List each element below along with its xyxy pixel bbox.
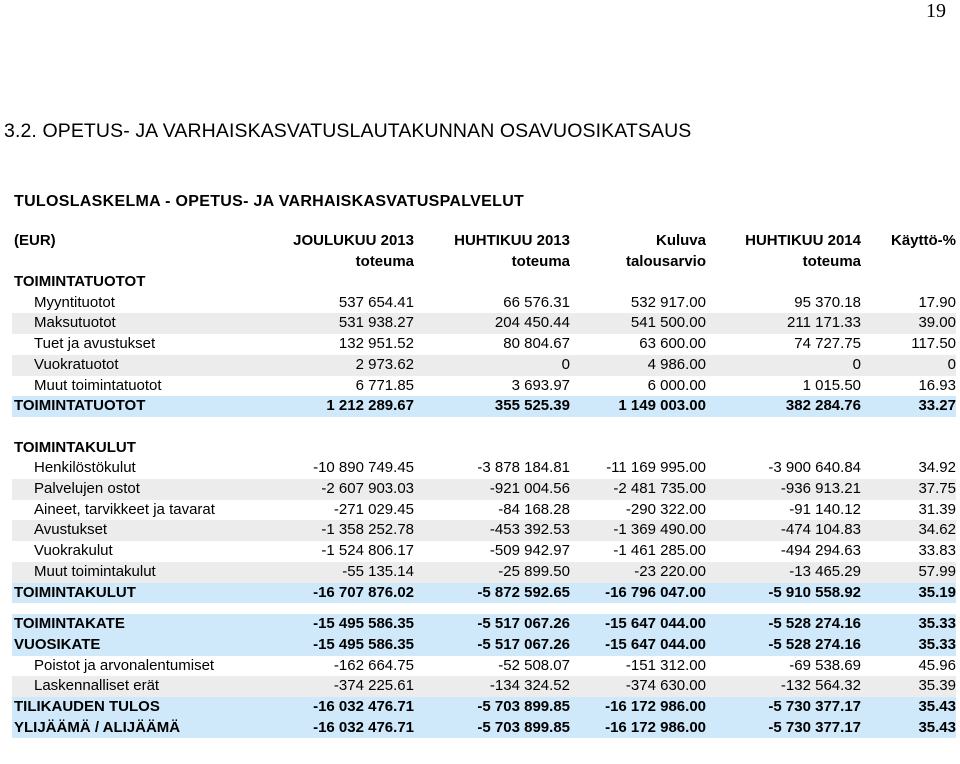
row-label: TILIKAUDEN TULOS <box>12 697 262 718</box>
row-value: -16 707 876.02 <box>262 583 414 604</box>
row-value: 35.33 <box>861 635 956 656</box>
row-value: 95 370.18 <box>794 293 861 311</box>
row-value: -3 878 184.81 <box>477 459 570 477</box>
row-value: -151 312.00 <box>625 656 706 674</box>
group-income <box>12 272 956 293</box>
row-value: -374 225.61 <box>262 676 414 697</box>
row-value: -271 029.45 <box>333 500 414 518</box>
header-cell <box>12 251 262 272</box>
row-value: 0 <box>861 355 956 376</box>
group-expenses <box>12 438 956 459</box>
row-value: 204 450.44 <box>414 313 570 334</box>
spacer-cell <box>12 603 956 614</box>
row-value: -69 538.69 <box>789 656 861 674</box>
income-statement-table <box>12 230 956 738</box>
row-value: -52 508.07 <box>498 656 570 674</box>
header-cell: Kuluva <box>655 232 706 249</box>
row-value: 57.99 <box>861 562 956 583</box>
row-value: 33.27 <box>861 396 956 417</box>
row-value: -5 910 558.92 <box>706 583 861 604</box>
row-value: -91 140.12 <box>789 500 861 518</box>
header-cell: (EUR) <box>14 232 56 249</box>
row-value: 211 171.33 <box>706 313 861 334</box>
row-value: 1 149 003.00 <box>570 396 706 417</box>
row-value: 117.50 <box>911 335 956 353</box>
row-value: 16.93 <box>918 376 956 394</box>
row-value: -16 032 476.71 <box>262 718 414 739</box>
row-value: -23 220.00 <box>570 562 706 583</box>
row-value: -5 528 274.16 <box>706 614 861 635</box>
row-value: -2 607 903.03 <box>262 479 414 500</box>
row-value: 355 525.39 <box>414 396 570 417</box>
row-value: 4 986.00 <box>570 355 706 376</box>
table-row <box>12 500 956 521</box>
row-value: -374 630.00 <box>570 676 706 697</box>
ylijaama-row <box>12 718 956 739</box>
row-value: 35.19 <box>861 583 956 604</box>
row-value: -5 730 377.17 <box>706 697 861 718</box>
row-value: -1 524 806.17 <box>321 542 414 560</box>
spacer-row <box>12 603 956 614</box>
row-value: -453 392.53 <box>414 520 570 541</box>
table-row <box>12 479 956 500</box>
row-value: -13 465.29 <box>706 562 861 583</box>
row-value: -15 647 044.00 <box>570 614 706 635</box>
row-value: -1 369 490.00 <box>570 520 706 541</box>
report-title: TULOSLASKELMA - OPETUS- JA VARHAISKASVATUSPALVELUT <box>14 193 525 210</box>
row-label: Vuokrakulut <box>34 542 113 560</box>
row-value: 6 000.00 <box>647 376 706 394</box>
row-value: 3 693.97 <box>511 376 570 394</box>
row-value: -15 495 586.35 <box>262 614 414 635</box>
row-value: 34.62 <box>861 520 956 541</box>
row-label: Poistot ja arvonalentumiset <box>34 656 215 674</box>
row-label: Muut toimintakulut <box>12 562 262 583</box>
table-row <box>12 355 956 376</box>
row-label: Laskennalliset erät <box>12 676 262 697</box>
row-value: 35.43 <box>861 697 956 718</box>
row-value: -3 900 640.84 <box>768 459 861 477</box>
row-value: -11 169 995.00 <box>606 459 706 477</box>
group-label: TOIMINTATUOTOT <box>14 273 146 290</box>
row-value: 37.75 <box>861 479 956 500</box>
row-label: Myyntituotot <box>34 293 115 311</box>
row-value: -5 730 377.17 <box>706 718 861 739</box>
row-value: -5 528 274.16 <box>706 635 861 656</box>
poistot-row <box>12 656 956 677</box>
row-value: 39.00 <box>861 313 956 334</box>
row-value: -1 461 285.00 <box>613 542 706 560</box>
row-value: -16 032 476.71 <box>262 697 414 718</box>
row-value: 31.39 <box>918 500 956 518</box>
row-value: -25 899.50 <box>414 562 570 583</box>
row-value: 17.90 <box>918 293 956 311</box>
row-value: 34.92 <box>918 459 956 477</box>
row-value: -16 172 986.00 <box>570 697 706 718</box>
row-value: -162 664.75 <box>333 656 414 674</box>
row-value: -5 703 899.85 <box>414 697 570 718</box>
row-value: -2 481 735.00 <box>570 479 706 500</box>
income-statement <box>12 188 956 738</box>
row-value: 35.43 <box>861 718 956 739</box>
section-heading: 3.2. OPETUS- JA VARHAISKASVATUSLAUTAKUNNAN OSAVUOSIKATSAUS <box>4 120 692 142</box>
row-value: 537 654.41 <box>338 293 414 311</box>
row-value: -15 647 044.00 <box>570 635 706 656</box>
table-row <box>12 334 956 355</box>
toimintakate-row <box>12 614 956 635</box>
vuosikate-row <box>12 635 956 656</box>
spacer-row <box>12 417 956 438</box>
row-label: Vuokratuotot <box>12 355 262 376</box>
row-label: Tuet ja avustukset <box>34 335 156 353</box>
row-value: 74 727.75 <box>794 335 861 353</box>
row-value: -134 324.52 <box>414 676 570 697</box>
row-value: 382 284.76 <box>706 396 861 417</box>
row-label: Maksutuotot <box>12 313 262 334</box>
total-row-income <box>12 396 956 417</box>
row-label: Muut toimintatuotot <box>34 376 162 394</box>
row-value: 132 951.52 <box>338 335 414 353</box>
table-row <box>12 458 956 479</box>
row-label: TOIMINTAKATE <box>12 614 262 635</box>
table-row <box>12 293 956 314</box>
header-cell: toteuma <box>802 253 861 270</box>
row-value: -132 564.32 <box>706 676 861 697</box>
group-label: TOIMINTAKULUT <box>14 438 136 456</box>
row-value: -1 358 252.78 <box>262 520 414 541</box>
row-value: -16 796 047.00 <box>570 583 706 604</box>
row-value: 6 771.85 <box>355 376 414 394</box>
header-row-1 <box>12 230 956 251</box>
header-cell <box>861 251 956 272</box>
row-value: -936 913.21 <box>706 479 861 500</box>
row-label: YLIJÄÄMÄ / ALIJÄÄMÄ <box>12 718 262 739</box>
tilikauden-tulos-row <box>12 697 956 718</box>
header-cell: HUHTIKUU 2013 <box>454 232 570 249</box>
row-value: 66 576.31 <box>503 293 570 311</box>
header-cell: toteuma <box>355 253 414 270</box>
table-row <box>12 376 956 397</box>
row-value: -84 168.28 <box>498 500 570 518</box>
total-row-expenses <box>12 583 956 604</box>
row-value: -55 135.14 <box>262 562 414 583</box>
row-value: -5 517 067.26 <box>414 614 570 635</box>
spacer-cell <box>12 417 956 438</box>
row-value: 35.39 <box>861 676 956 697</box>
row-label: TOIMINTAKULUT <box>12 583 262 604</box>
row-value: -921 004.56 <box>414 479 570 500</box>
row-label: Avustukset <box>12 520 262 541</box>
table-row <box>12 541 956 562</box>
header-cell: JOULUKUU 2013 <box>293 232 414 249</box>
table-row <box>12 520 956 541</box>
page-number: 19 <box>926 0 946 22</box>
row-label: VUOSIKATE <box>12 635 262 656</box>
row-value: 45.96 <box>918 656 956 674</box>
row-label: Palvelujen ostot <box>12 479 262 500</box>
header-cell: toteuma <box>511 253 570 270</box>
header-cell: HUHTIKUU 2014 <box>745 232 861 249</box>
row-value: -5 703 899.85 <box>414 718 570 739</box>
table-body <box>12 230 956 738</box>
table-row <box>12 562 956 583</box>
row-value: 1 015.50 <box>802 376 861 394</box>
row-value: 33.83 <box>918 542 956 560</box>
row-value: 2 973.62 <box>262 355 414 376</box>
header-cell: Käyttö-% <box>890 232 956 249</box>
row-value: -509 942.97 <box>489 542 570 560</box>
row-value: 532 917.00 <box>630 293 706 311</box>
row-value: -5 872 592.65 <box>414 583 570 604</box>
row-value: 0 <box>706 355 861 376</box>
row-value: -15 495 586.35 <box>262 635 414 656</box>
row-value: 1 212 289.67 <box>262 396 414 417</box>
row-value: -474 104.83 <box>706 520 861 541</box>
row-value: 531 938.27 <box>262 313 414 334</box>
row-value: 0 <box>414 355 570 376</box>
row-label: Aineet, tarvikkeet ja tavarat <box>34 500 215 518</box>
row-value: 35.33 <box>861 614 956 635</box>
row-value: -290 322.00 <box>625 500 706 518</box>
row-value: -494 294.63 <box>780 542 861 560</box>
row-value: 80 804.67 <box>503 335 570 353</box>
row-value: -10 890 749.45 <box>313 459 414 477</box>
row-value: 541 500.00 <box>570 313 706 334</box>
row-value: -5 517 067.26 <box>414 635 570 656</box>
row-label: TOIMINTATUOTOT <box>12 396 262 417</box>
row-value: 63 600.00 <box>639 335 706 353</box>
table-row <box>12 313 956 334</box>
header-row-2 <box>12 251 956 272</box>
header-cell: talousarvio <box>625 253 706 270</box>
row-value: -16 172 986.00 <box>570 718 706 739</box>
laskennalliset-row <box>12 676 956 697</box>
row-label: Henkilöstökulut <box>34 459 136 477</box>
